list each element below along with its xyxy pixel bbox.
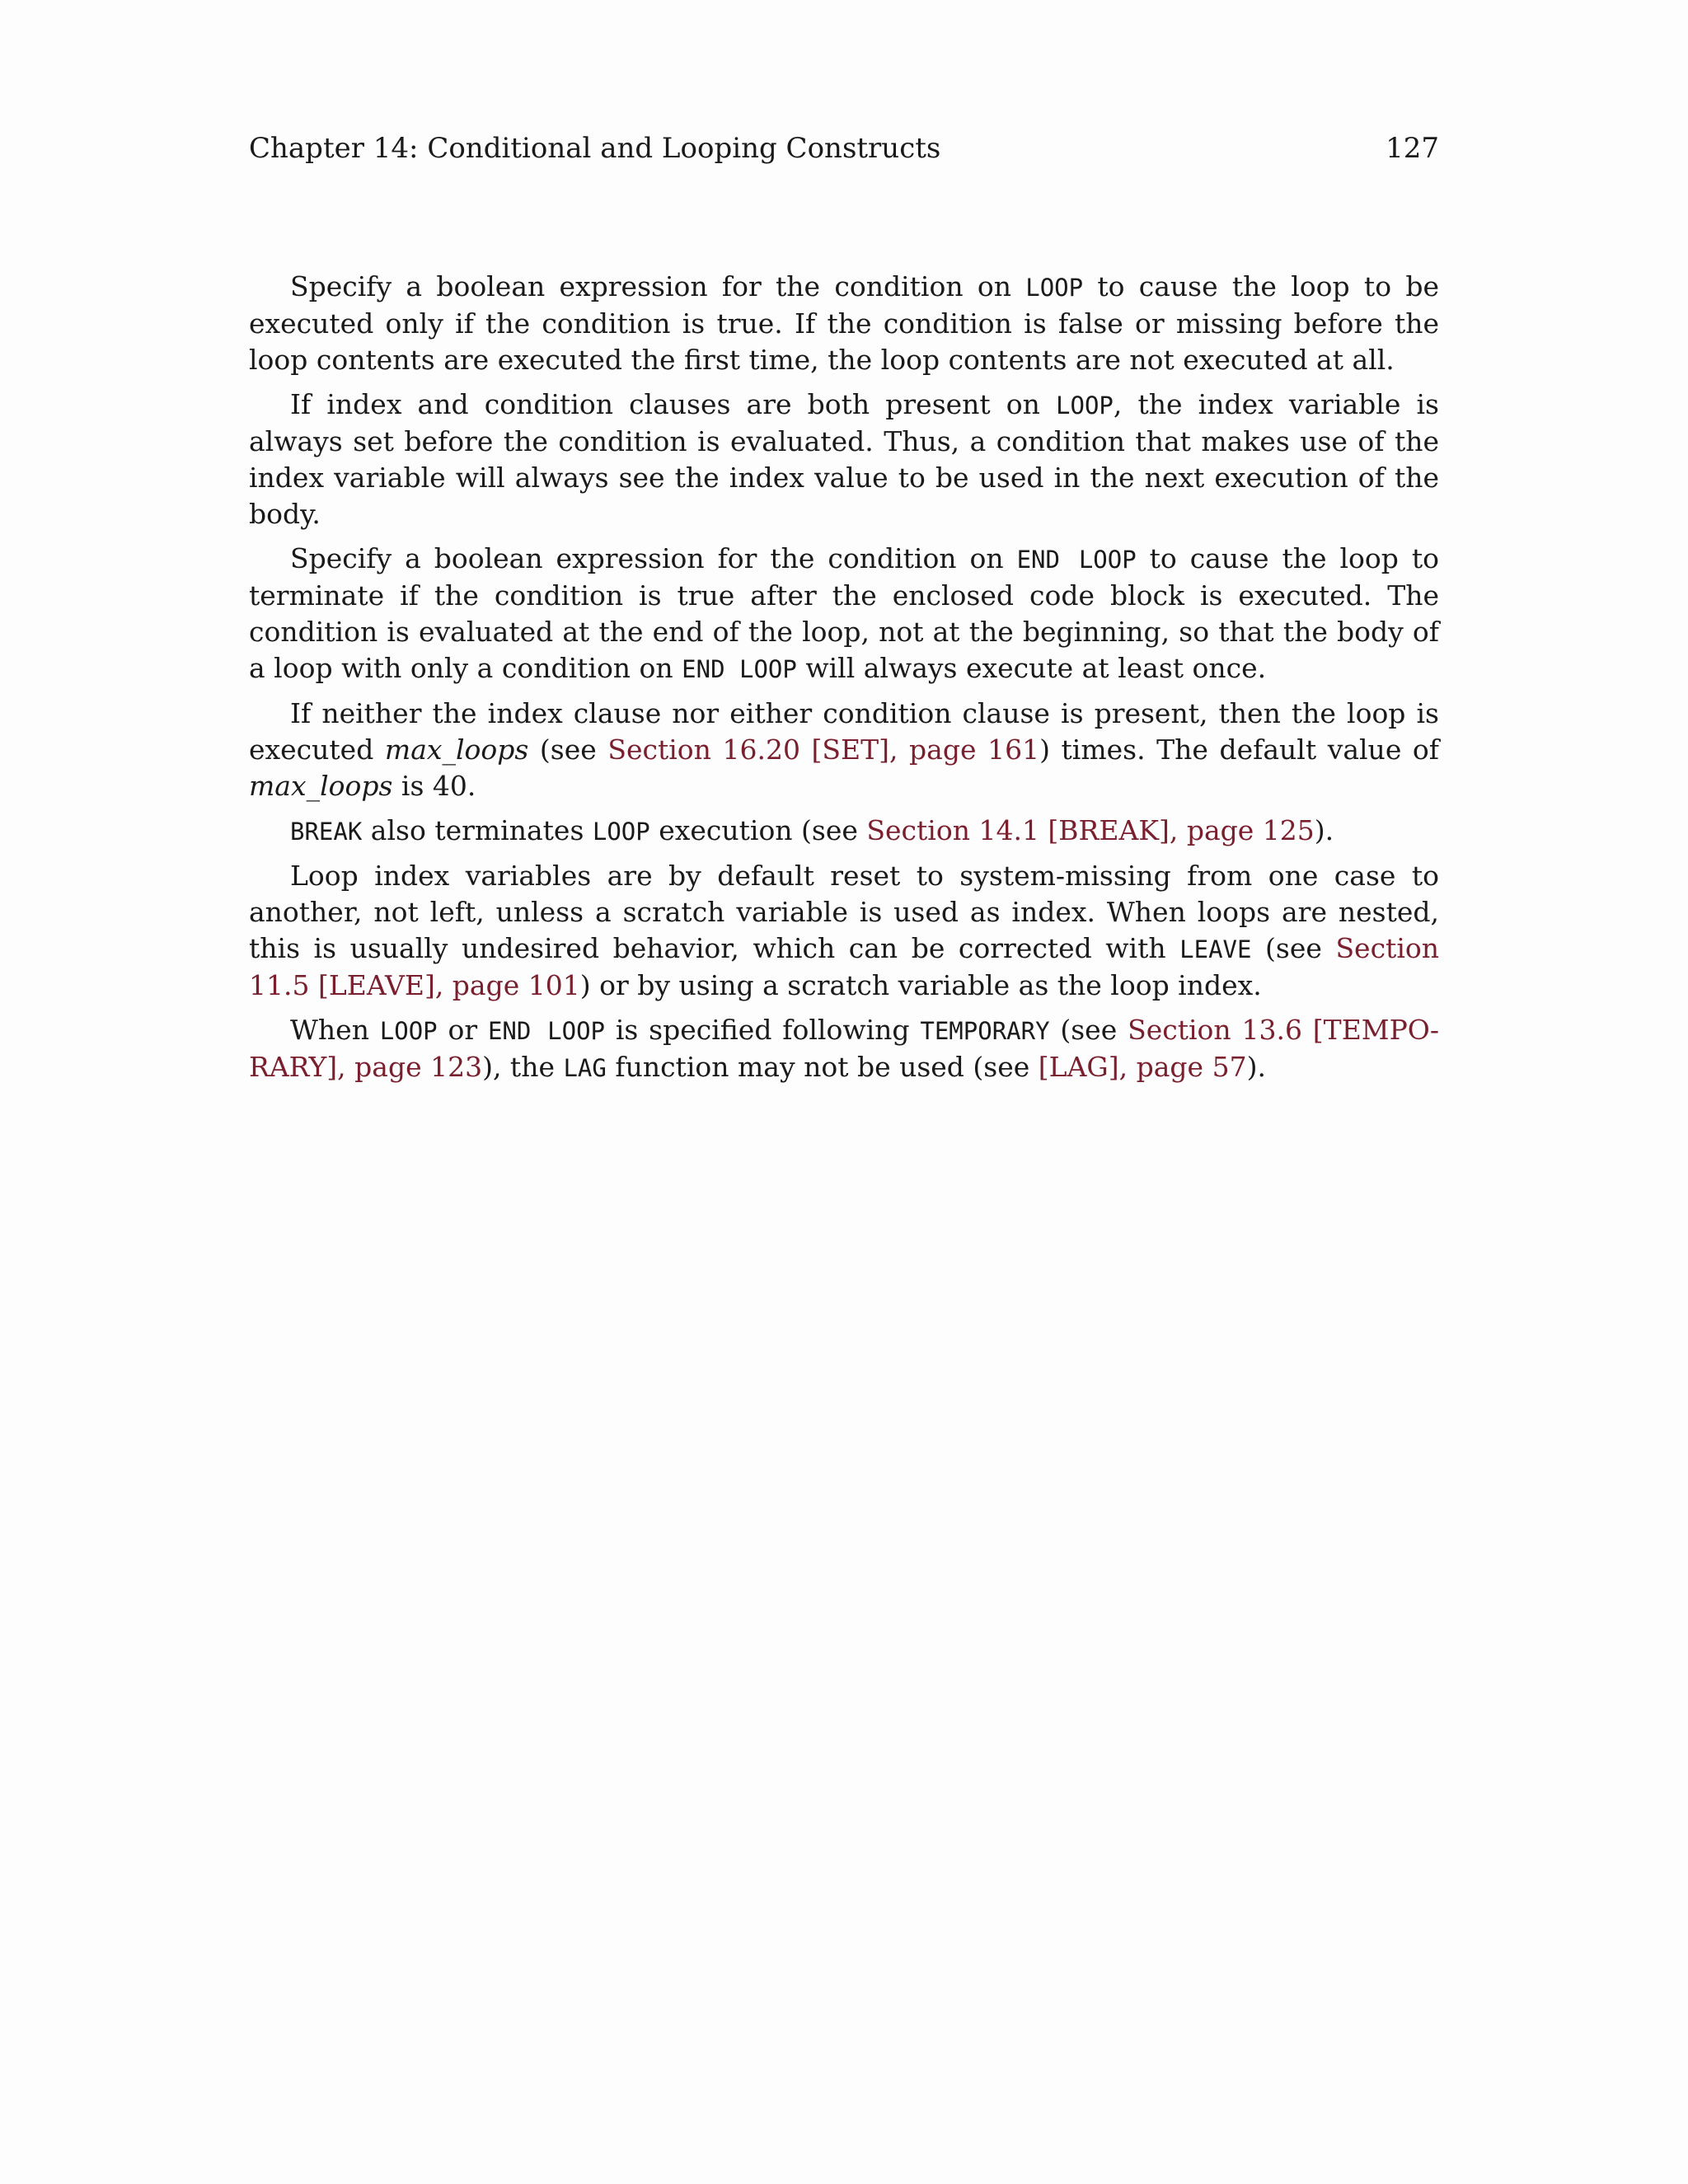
link-lag[interactable]: [LAG], page 57 [1038,1051,1247,1083]
text-run: Specify a boolean expression for the condition on [290,542,1017,574]
link-section-set[interactable]: Section 16.20 [SET], page 161 [607,733,1040,766]
page-body [249,269,1439,1094]
chapter-title: Chapter 14: Conditional and Looping Constructs [249,132,941,165]
code-loop: LOOP [379,1017,438,1045]
code-end-loop: END LOOP [682,655,797,683]
code-temporary: TEMPORARY [920,1017,1050,1045]
text-run: ). [1246,1051,1266,1083]
text-run: If neither the index clause nor either condition clause is present, then the loop is executed [249,697,1439,766]
paragraph-end-loop-condition [249,541,1439,687]
text-run: Specify a boolean expression for the condition on [290,270,1026,302]
text-run: is specified following [605,1014,921,1046]
code-lag: LAG [563,1054,607,1082]
text-run: (see [528,733,608,766]
text-run: ), the [482,1051,564,1083]
text-run: (see [1251,932,1336,964]
code-loop: LOOP [1056,391,1114,419]
link-section-break[interactable]: Section 14.1 [BREAK], page 125 [866,814,1315,846]
text-run: Loop index variables are by default reset to system-missing from one case to another, not left, unless a scratch variable is used as index. When loops are nested, this is usually undesired behavior, which can be corrected with [249,860,1439,964]
code-leave: LEAVE [1179,935,1252,963]
text-run: to cause the loop to be executed only if the condition is true. If the condition is false or missing before the loop contents are executed the first time, the loop contents are not executed at all. [249,270,1439,376]
paragraph-max-loops [249,696,1439,804]
variable-max-loops: max_loops [384,733,529,766]
code-end-loop: END LOOP [487,1017,605,1045]
variable-max-loops: max_loops [249,770,393,802]
link-section-temporary[interactable]: Section 13.6 [TEMPORARY], page 123 [249,1014,1439,1083]
text-run: function may not be used (see [606,1051,1039,1083]
paragraph-index-and-condition [249,387,1439,532]
code-break: BREAK [290,818,363,846]
text-run: ) or by using a scratch variable as the loop index. [579,969,1262,1001]
text-run: (see [1049,1014,1128,1046]
paragraph-break [249,813,1439,850]
paragraph-temporary [249,1012,1439,1086]
link-section-leave[interactable]: Section 11.5 [LEAVE], page 101 [249,932,1439,1001]
code-end-loop: END LOOP [1016,546,1137,574]
text-run: When [290,1014,380,1046]
text-run: will always execute at least once. [796,652,1267,684]
text-run: ). [1314,814,1334,846]
text-run: or [437,1014,488,1046]
text-run: If index and condition clauses are both present on [290,388,1057,420]
paragraph-index-reset [249,858,1439,1004]
text-run: also terminates [362,814,593,846]
text-run: , the index variable is always set before the condition is evaluated. Thus, a condition that makes use of the index variable will always see the index value to be used in the next execution of the body. [249,388,1439,530]
running-header [249,132,1439,171]
code-loop: LOOP [592,818,650,846]
text-run: execution (see [649,814,867,846]
paragraph-loop-condition [249,269,1439,378]
page-number: 127 [1386,132,1439,165]
text-run: ) times. The default value of [1039,733,1439,766]
code-loop: LOOP [1025,274,1084,302]
text-run: to cause the loop to terminate if the condition is true after the enclosed code block is executed. The condition is evaluated at the end of the loop, not at the beginning, so that the body of a loop with only a condition on [249,542,1439,684]
text-run: is 40. [392,770,476,802]
